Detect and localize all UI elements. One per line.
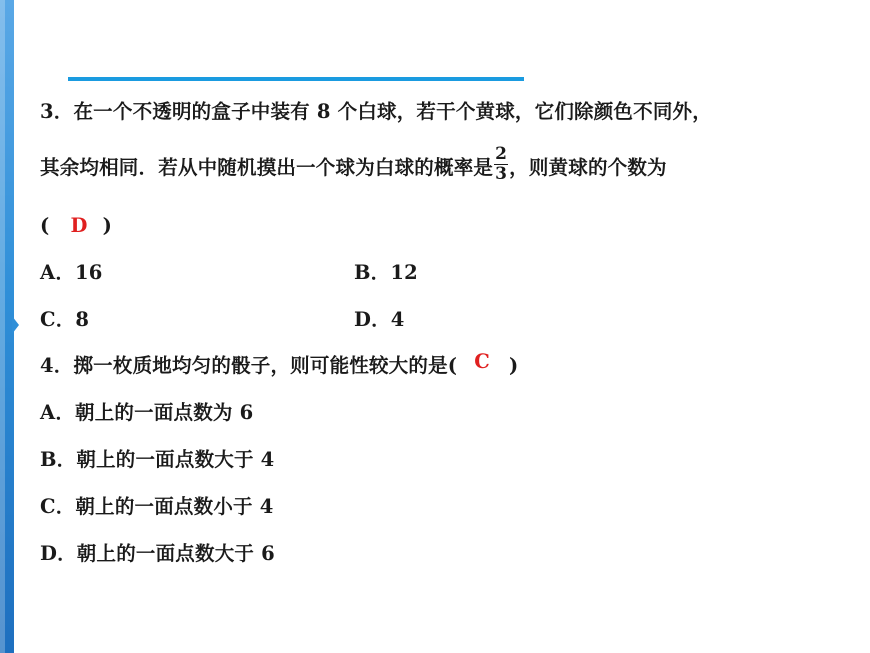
q4-option-a: A．朝上的一面点数为 6 <box>40 401 254 424</box>
q3-paren-close: ) <box>102 214 112 237</box>
probability-fraction <box>494 146 508 183</box>
q3-options-row2 <box>40 304 405 332</box>
header-rule <box>68 77 524 81</box>
q4-option-b-line <box>40 444 274 472</box>
q4-option-c: C．朝上的一面点数小于 4 <box>40 495 274 518</box>
fraction-numerator: 2 <box>495 144 508 164</box>
q3-stem-text-2: 其余均相同．若从中随机摸出一个球为白球的概率是 <box>40 156 494 179</box>
q4-option-b: B．朝上的一面点数大于 4 <box>40 448 275 471</box>
q3-stem-line1 <box>40 96 712 124</box>
left-notch-arrow <box>12 316 19 334</box>
q4-paren-close: ) <box>508 354 519 377</box>
q3-paren-open: ( <box>40 214 50 237</box>
q3-stem-text-3: ，则黄球的个数为 <box>509 156 667 179</box>
q3-option-d: D．4 <box>354 308 405 331</box>
q3-stem-text-1: 3．在一个不透明的盒子中装有 8 个白球，若干个黄球，它们除颜色不同外， <box>40 100 712 123</box>
fraction-denominator: 3 <box>495 164 508 184</box>
q3-stem-line2 <box>40 144 667 187</box>
left-bar-highlight <box>0 0 5 653</box>
q3-option-a: A．16 <box>40 261 103 284</box>
q4-option-a-line <box>40 397 253 425</box>
q3-answer-line <box>40 214 112 237</box>
q3-option-b: B．12 <box>354 261 418 284</box>
q4-stem-text: 4．掷一枚质地均匀的骰子，则可能性较大的是( <box>40 354 458 377</box>
q3-option-c: C．8 <box>40 308 90 331</box>
q3-options-row1 <box>40 257 418 285</box>
q4-option-d-line <box>40 538 275 566</box>
q3-answer: D <box>70 214 88 237</box>
q4-option-d: D．朝上的一面点数大于 6 <box>40 542 275 565</box>
q4-option-c-line <box>40 491 273 519</box>
q4-stem-line <box>40 350 518 378</box>
q4-answer: C <box>474 350 490 373</box>
